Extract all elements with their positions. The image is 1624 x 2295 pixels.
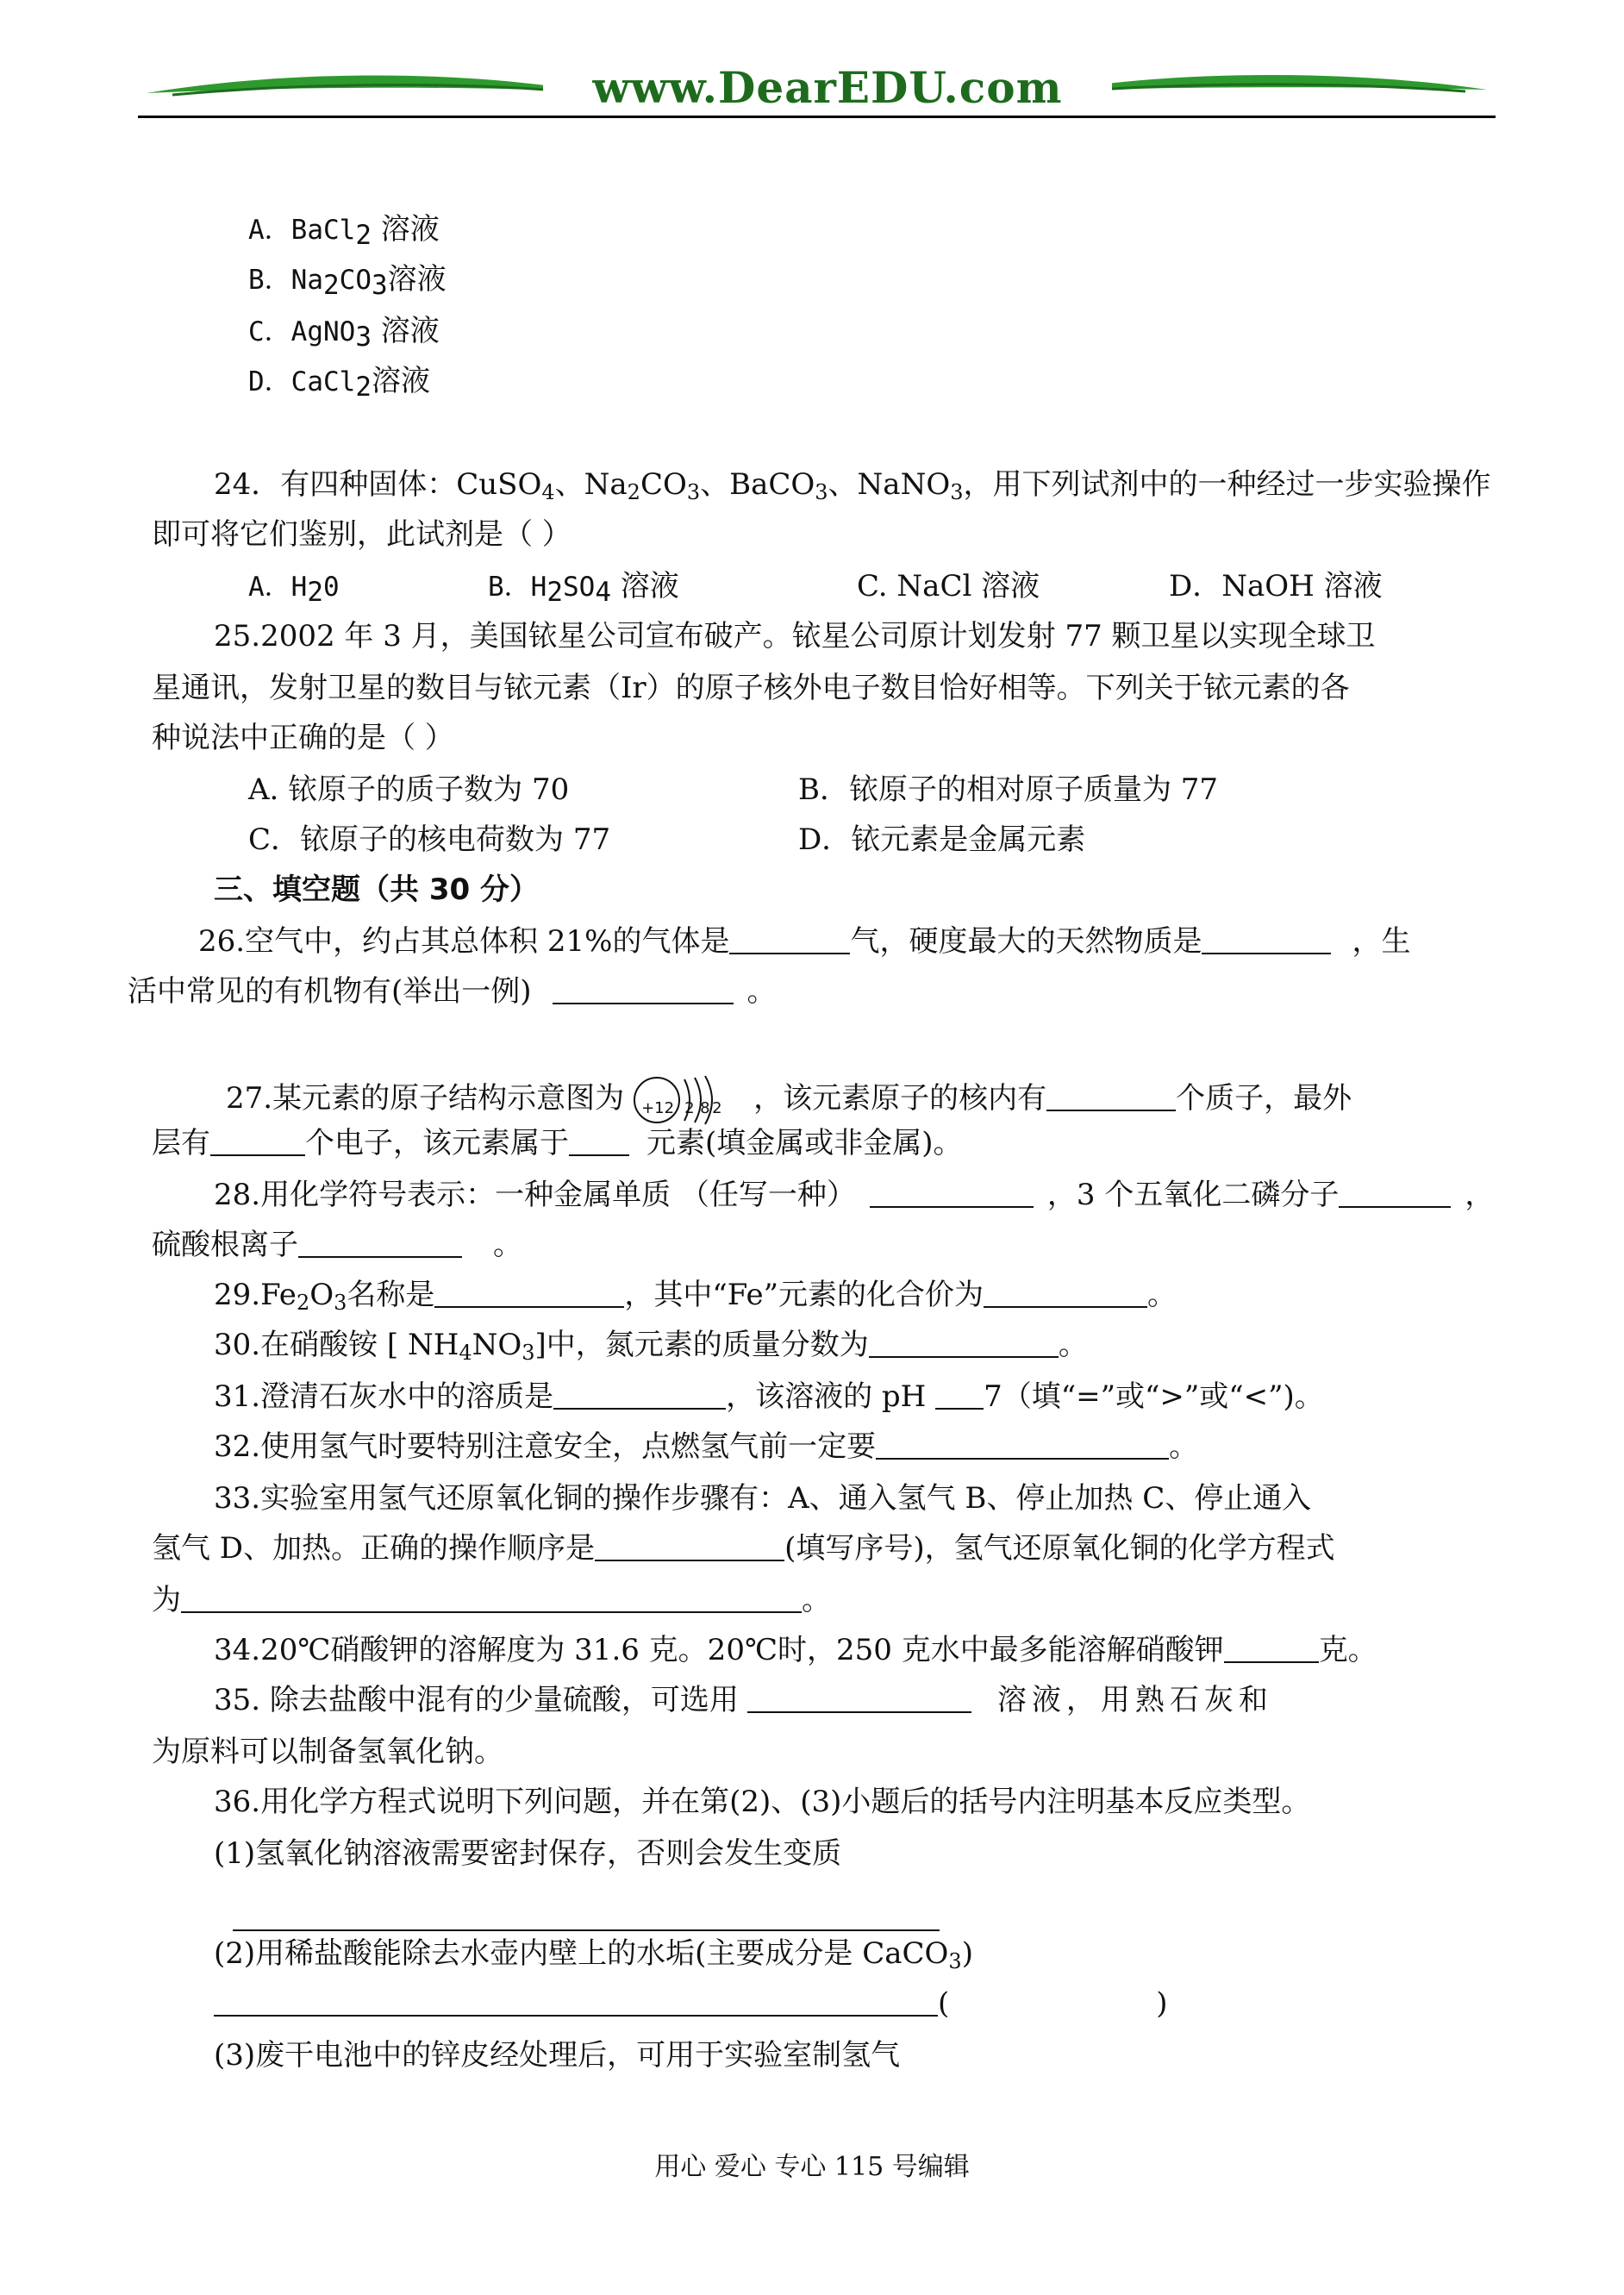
q36-part1-answer-line[interactable] xyxy=(233,1904,940,1931)
q24-option-a: A．H20 xyxy=(248,572,340,608)
q24-option-d: D．NaOH 溶液 xyxy=(1169,569,1383,603)
q36-part2-answer-line[interactable] xyxy=(214,1989,938,2017)
q28-blank-2[interactable] xyxy=(1339,1180,1451,1208)
q35-blank[interactable] xyxy=(747,1685,971,1713)
q26-blank-1[interactable] xyxy=(729,927,850,954)
q25-line3: 种说法中正确的是（ ） xyxy=(152,721,454,755)
atom-shell-2: 8 xyxy=(700,1099,710,1117)
atom-nucleus-label: +12 xyxy=(641,1099,675,1117)
q25-line2: 星通讯，发射卫星的数目与铱元素（Ir）的原子核外电子数目恰好相等。下列关于铱元素的各 xyxy=(152,671,1350,705)
q24-line2: 即可将它们鉴别，此试剂是（ ） xyxy=(152,517,572,552)
q23-option-d: D．CaCl2溶液 xyxy=(248,364,430,403)
q25-option-b: B．铱原子的相对原子质量为 77 xyxy=(798,772,1219,807)
q24-option-b: B．H2SO4 溶液 xyxy=(488,569,679,608)
q24-option-c: C. NaCl 溶液 xyxy=(857,569,1040,603)
q33-line1: 33.实验室用氢气还原氧化铜的操作步骤有：A、通入氢气 B、停止加热 C、停止通入 xyxy=(214,1481,1312,1516)
q26-line1: 26.空气中，约占其总体积 21%的气体是 气，硬度最大的天然物质是 ，生 xyxy=(198,924,1411,959)
atom-structure-diagram xyxy=(624,1074,753,1126)
q35-line2: 为原料可以制备氢氧化钠。 xyxy=(152,1735,503,1769)
header-rule xyxy=(138,116,1496,118)
q28-line1: 28.用化学符号表示：一种金属单质 （任写一种） ，3 个五氧化二磷分子 ， xyxy=(214,1178,1495,1212)
q27-blank-1[interactable] xyxy=(1046,1084,1176,1111)
q36-intro: 36.用化学方程式说明下列问题，并在第(2)、(3)小题后的括号内注明基本反应类型。 xyxy=(214,1785,1311,1819)
q28-blank-3[interactable] xyxy=(298,1230,462,1258)
q28-blank-1[interactable] xyxy=(870,1180,1034,1208)
q30-blank[interactable] xyxy=(869,1330,1059,1358)
q36-part2: (2)用稀盐酸能除去水壶内壁上的水垢(主要成分是 CaCO$_3$) xyxy=(214,1936,973,1973)
q25-option-a: A. 铱原子的质子数为 70 xyxy=(248,772,570,807)
q27-blank-2[interactable] xyxy=(210,1129,305,1156)
q24-line1: 24．有四种固体：CuSO$_4$、$Na_2CO_3$、BaCO$_3$、NaNO$_3$，用下列试剂中的一种经过一步实验操作 xyxy=(214,467,1491,504)
q33-line3: 为 。 xyxy=(152,1583,831,1617)
q33-line2: 氢气 D、加热。正确的操作顺序是 (填写序号)，氢气还原氧化铜的化学方程式 xyxy=(152,1531,1335,1566)
q25-option-c: C．铱原子的核电荷数为 77 xyxy=(248,822,611,857)
site-logo-text: www.DearEDU.com xyxy=(543,62,1112,113)
q23-option-c: C．AgNO3 溶液 xyxy=(248,314,440,353)
q34-blank[interactable] xyxy=(1224,1635,1319,1663)
q28-line2: 硫酸根离子 。 xyxy=(152,1228,522,1262)
q33-blank-2[interactable] xyxy=(181,1585,802,1613)
q29-blank-1[interactable] xyxy=(434,1280,624,1308)
q27-line2: 层有 个电子，该元素属于 元素(填金属或非金属)。 xyxy=(152,1126,963,1160)
q26-blank-3[interactable] xyxy=(553,977,734,1004)
q29-blank-2[interactable] xyxy=(984,1280,1147,1308)
q27-line1: 27.某元素的原子结构示意图为 +12 2 8 2 ，该元素原子的核内有 个质子，最外 xyxy=(226,1074,1352,1126)
atom-shell-3: 2 xyxy=(712,1099,722,1117)
q25-line1: 25.2002 年 3 月，美国铱星公司宣布破产。铱星公司原计划发射 77 颗卫星以实现全球卫 xyxy=(214,619,1376,653)
q32-line: 32.使用氢气时要特别注意安全，点燃氢气前一定要 。 xyxy=(214,1429,1199,1464)
q33-blank-1[interactable] xyxy=(595,1534,784,1561)
q31-line: 31.澄清石灰水中的溶质是 ，该溶液的 pH 7（填“=”或“>”或“<”)。 xyxy=(214,1379,1324,1414)
q36-part1: (1)氢氧化钠溶液需要密封保存，否则会发生变质 xyxy=(214,1836,842,1871)
q29-line: $29.Fe_2O_3$名称是 ，其中“Fe”元素的化合价为 。 xyxy=(214,1278,1177,1315)
q26-line2: 活中常见的有机物有(举出一例) 。 xyxy=(128,974,777,1009)
atom-shell-1: 2 xyxy=(684,1099,695,1117)
q26-blank-2[interactable] xyxy=(1202,927,1331,954)
site-header xyxy=(138,60,1496,129)
q25-option-d: D．铱元素是金属元素 xyxy=(798,822,1086,857)
q32-blank[interactable] xyxy=(876,1432,1169,1460)
q34-line: 34.20℃硝酸钾的溶解度为 31.6 克。20℃时，250 克水中最多能溶解硝酸钾 克。 xyxy=(214,1633,1377,1667)
q35-line1: 35. 除去盐酸中混有的少量硫酸，可选用 溶液，用熟石灰和 xyxy=(214,1683,1273,1717)
q23-option-b: B．Na2CO3溶液 xyxy=(248,262,447,301)
q27-blank-3[interactable] xyxy=(569,1129,629,1156)
q23-option-a: A．BaCl2 溶液 xyxy=(248,212,440,251)
page-footer: 用心 爱心 专心 115 号编辑 xyxy=(654,2152,970,2182)
q36-part2-answer: ( ) xyxy=(214,1985,1168,2023)
q30-line: 30.在硝酸铵 [ $NH_4NO_3$]中，氮元素的质量分数为 。 xyxy=(214,1328,1088,1365)
q31-blank-2[interactable] xyxy=(935,1382,984,1410)
q31-blank-1[interactable] xyxy=(553,1382,726,1410)
section-title: 三、填空题（共 30 分） xyxy=(214,872,539,907)
q36-part3: (3)废干电池中的锌皮经处理后，可用于实验室制氢气 xyxy=(214,2038,901,2073)
